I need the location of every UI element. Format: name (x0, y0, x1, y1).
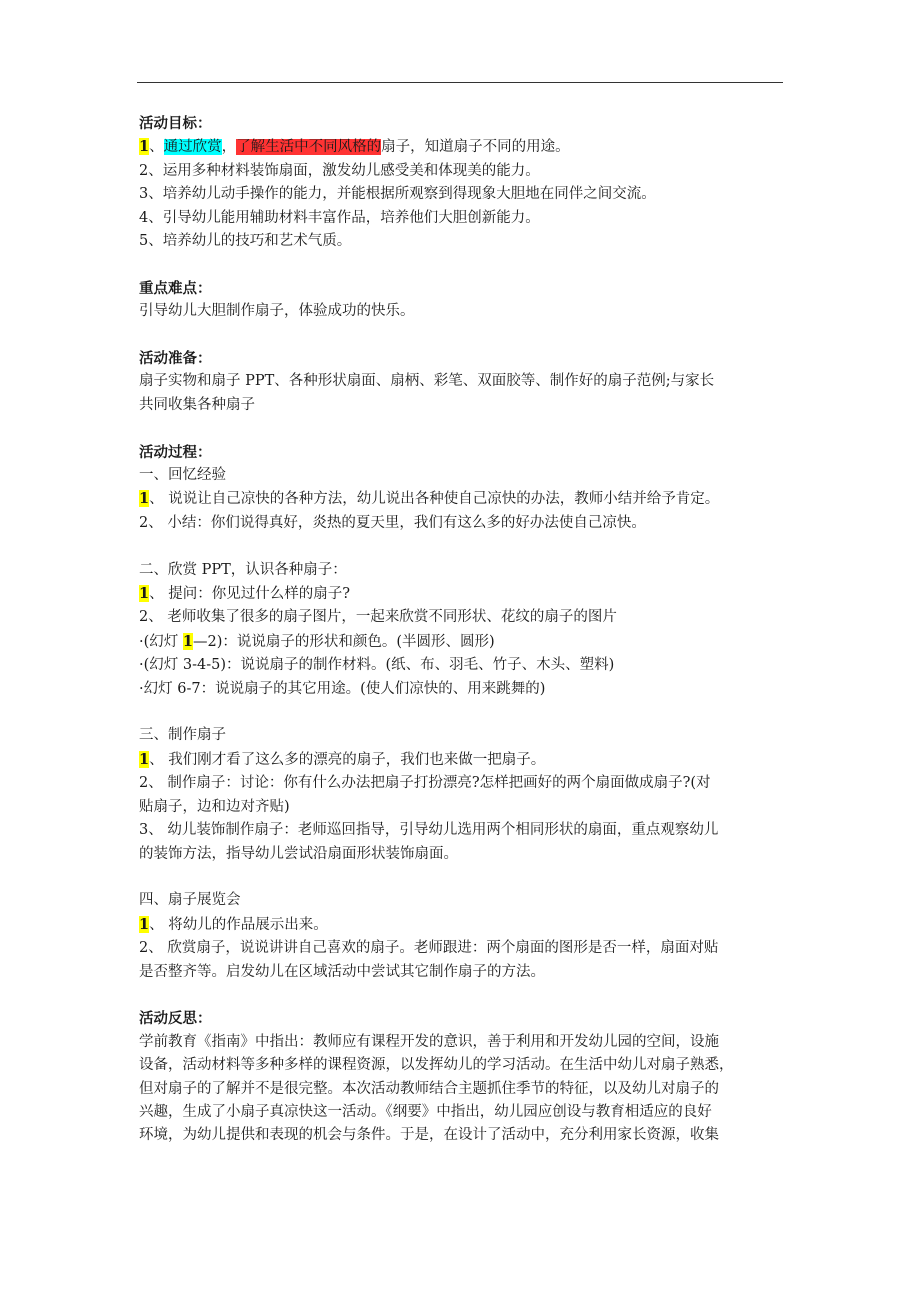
section-3-item-1-text: 、 我们刚才看了这么多的漂亮的扇子，我们也来做一把扇子。 (149, 751, 546, 768)
preparation-heading: 活动准备： (139, 350, 212, 368)
section-3-item-3-line-1: 3、 幼儿装饰制作扇子：老师巡回指导，引导幼儿选用两个相同形状的扇面，重点观察幼儿 (139, 822, 719, 839)
reflection-line-4: 兴趣，生成了小扇子真凉快这一活动。《纲要》中指出，幼儿园应创设与教育相适应的良好 (139, 1103, 712, 1120)
section-2-item-2: 2、 老师收集了很多的扇子图片，一起来欣赏不同形状、花纹的扇子的图片 (139, 609, 617, 626)
key-points-heading: 重点难点： (139, 279, 212, 297)
slide-note-1-text: —2)：说说扇子的形状和颜色。(半圆形、圆形) (192, 633, 495, 650)
section-4-title: 四、扇子展览会 (139, 892, 241, 909)
section-2-item-1-number: 1 (139, 585, 150, 603)
reflection-heading: 活动反思： (139, 1010, 212, 1028)
section-4-item-2-line-1: 2、 欣赏扇子，说说讲讲自己喜欢的扇子。老师跟进：两个扇面的图形是否一样，扇面对贴 (139, 940, 719, 957)
reflection-line-3: 但对扇子的了解并不是很完整。本次活动教师结合主题抓住季节的特征，以及幼儿对扇子的 (139, 1080, 719, 1097)
process-heading: 活动过程： (139, 443, 212, 461)
key-points-text: 引导幼儿大胆制作扇子，体验成功的快乐。 (139, 303, 415, 320)
section-1-item-1-number: 1 (139, 490, 150, 508)
slide-note-3: ·幻灯 6-7：说说扇子的其它用途。(使人们凉快的、用来跳舞的) (139, 680, 546, 697)
section-2-title: 二、欣赏 PPT，认识各种扇子： (139, 561, 347, 578)
reflection-line-2: 设备，活动材料等多种多样的课程资源，以发挥幼儿的学习活动。在生活中幼儿对扇子熟悉， (139, 1057, 734, 1074)
section-3-item-3-line-2: 的装饰方法，指导幼儿尝试沿扇面形状装饰扇面。 (139, 845, 458, 862)
goal-1-comma: ， (221, 139, 237, 156)
preparation-text-line-1: 扇子实物和扇子 PPT、各种形状扇面、扇柄、彩笔、双面胶等、制作好的扇子范例;与家长 (139, 373, 715, 390)
goal-1-rest: 扇子，知道扇子不同的用途。 (381, 139, 570, 156)
header-rule (137, 82, 783, 83)
slide-note-2: ·(幻灯 3-4-5)：说说扇子的制作材料。(纸、布、羽毛、竹子、木头、塑料) (139, 657, 615, 674)
section-4-item-1-text: 、 将幼儿的作品展示出来。 (149, 916, 328, 933)
section-1-item-1-text: 、 说说让自己凉快的各种方法，幼儿说出各种使自己凉快的办法，教师小结并给予肯定。 (149, 491, 720, 508)
section-3-item-1 (139, 748, 789, 772)
goal-item-4: 4、引导幼儿能用辅助材料丰富作品，培养他们大胆创新能力。 (139, 209, 540, 226)
section-3-title: 三、制作扇子 (139, 727, 226, 744)
goal-1-number: 1 (139, 138, 150, 156)
goals-heading: 活动目标： (139, 115, 212, 132)
section-1-title: 一、回忆经验 (139, 467, 226, 484)
goal-1-highlight-cyan: 通过欣赏 (163, 139, 222, 156)
reflection-line-5: 环境，为幼儿提供和表现的机会与条件。于是，在设计了活动中，充分利用家长资源，收集 (139, 1127, 719, 1144)
goal-item-1 (139, 135, 789, 159)
slide-note-1-number: 1 (182, 632, 193, 650)
section-3-item-1-number: 1 (139, 750, 150, 768)
section-3-item-2-line-1: 2、 制作扇子：讨论：你有什么办法把扇子打扮漂亮?怎样把画好的两个扇面做成扇子?(对 (139, 775, 711, 792)
section-3-item-2-line-2: 贴扇子，边和边对齐贴) (139, 798, 290, 815)
goal-1-separator: 、 (149, 139, 164, 156)
section-4-item-2-line-2: 是否整齐等。启发幼儿在区域活动中尝试其它制作扇子的方法。 (139, 963, 545, 980)
section-1-item-2: 2、 小结：你们说得真好，炎热的夏天里，我们有这么多的好办法使自己凉快。 (139, 514, 646, 531)
document-body (139, 112, 789, 1148)
section-4-item-1 (139, 913, 789, 937)
goal-item-5: 5、培养幼儿的技巧和艺术气质。 (139, 233, 352, 250)
goal-1-highlight-red: 了解生活中不同风格的 (236, 139, 382, 156)
preparation-text-line-2: 共同收集各种扇子 (139, 396, 255, 413)
reflection-line-1: 学前教育《指南》中指出：教师应有课程开发的意识，善于利用和开发幼儿园的空间，设施 (139, 1033, 719, 1050)
slide-note-1-prefix: ·(幻灯 (139, 633, 183, 650)
section-2-item-1 (139, 582, 789, 606)
slide-note-1 (139, 630, 789, 654)
goal-item-2: 2、运用多种材料装饰扇面，激发幼儿感受美和体现美的能力。 (139, 162, 540, 179)
section-2-item-1-text: 、 提问：你见过什么样的扇子? (149, 586, 350, 603)
section-4-item-1-number: 1 (139, 915, 150, 933)
goal-item-3: 3、培养幼儿动手操作的能力，并能根据所观察到得现象大胆地在同伴之间交流。 (139, 186, 656, 203)
section-1-item-1 (139, 487, 789, 511)
